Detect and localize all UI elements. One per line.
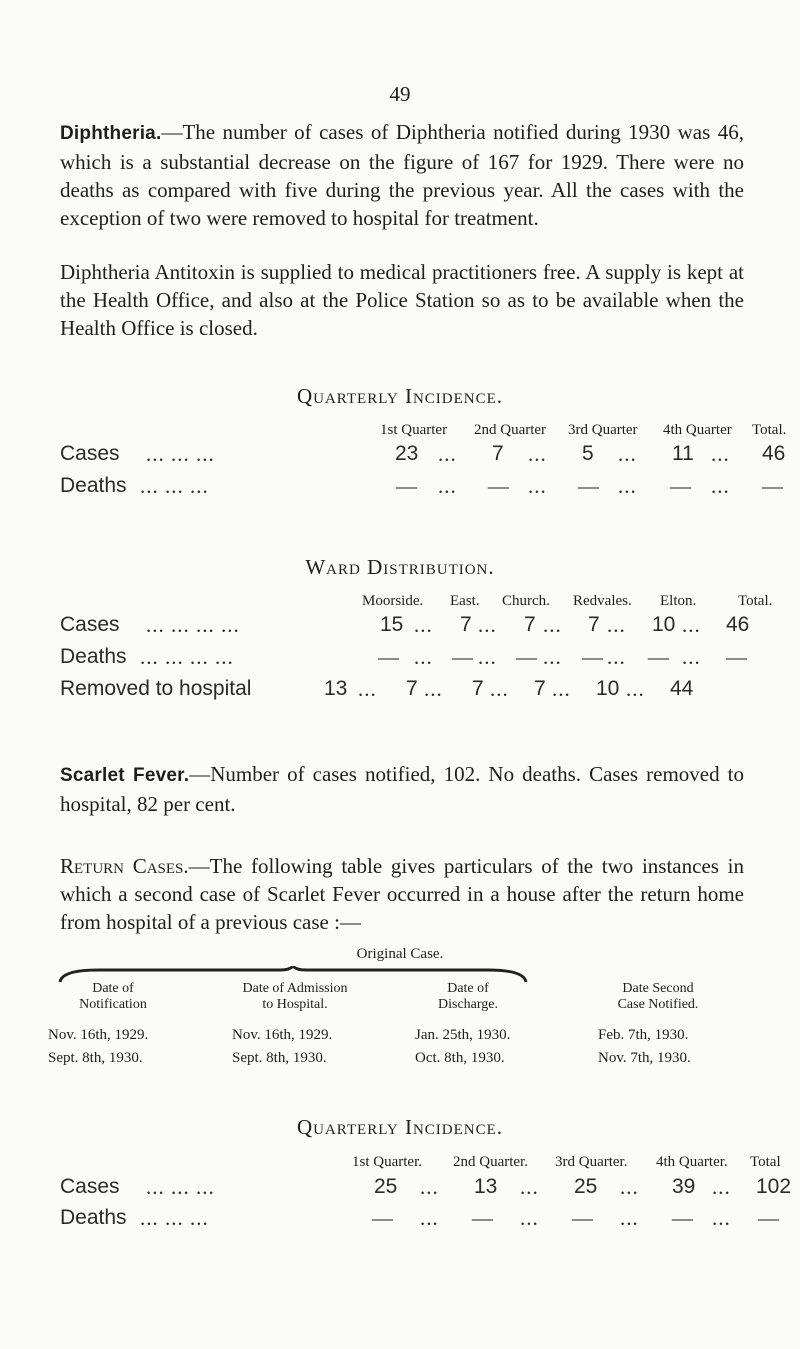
q2-row-label-deaths: Deaths: [60, 1206, 127, 1229]
q2-deaths-q1: —: [372, 1206, 393, 1230]
ward-deaths-redvales: —: [582, 645, 603, 669]
ward-row-label-cases: Cases: [60, 613, 120, 636]
leader-dots: ...: [712, 1206, 731, 1230]
leader-dots: ... ... ...: [146, 1175, 215, 1199]
q1-row-label-deaths: Deaths: [60, 474, 127, 497]
ward-header-east: East.: [450, 593, 480, 609]
q2-row-label-cases: Cases: [60, 1175, 120, 1198]
leader-dots: ...: [438, 442, 457, 466]
leader-dots: ...: [618, 474, 637, 498]
ward-header-church: Church.: [502, 593, 550, 609]
leader-dots: ...: [711, 474, 730, 498]
leader-dots: ...: [711, 442, 730, 466]
leader-dots: ... ... ... ...: [146, 613, 240, 637]
q1-header-4: 4th Quarter: [663, 422, 732, 438]
scarlet-fever-lead: Scarlet Fever.: [60, 765, 190, 786]
ward-removed-east: 7: [406, 677, 418, 700]
row2-discharge: Oct. 8th, 1930.: [415, 1050, 505, 1066]
header-notification-line2: Notification: [79, 997, 147, 1012]
leader-dots: ...: [712, 1175, 731, 1199]
leader-dots: ...: [618, 442, 637, 466]
leader-dots: ...: [424, 677, 443, 701]
ward-header-moorside: Moorside.: [362, 593, 424, 609]
leader-dots: ...: [420, 1206, 439, 1230]
q2-header-3: 3rd Quarter.: [555, 1154, 628, 1170]
leader-dots: ...: [620, 1206, 639, 1230]
ward-cases-east: 7: [460, 613, 472, 636]
header-admission-line2: to Hospital.: [262, 997, 328, 1012]
leader-dots: ...: [520, 1175, 539, 1199]
ward-distribution-heading: Ward Distribution.: [305, 555, 495, 579]
row2-second-case: Nov. 7th, 1930.: [598, 1050, 691, 1066]
leader-dots: ...: [528, 442, 547, 466]
q2-header-1: 1st Quarter.: [352, 1154, 422, 1170]
diphtheria-text: —The number of cases of Diphtheria notified during 1930 was 46, which is a substantial decrease on the figure of 167 for 1929. There were no deaths as compared with five during the previous year. All the cases with the exception of two were removed to hospital for treatment.: [60, 120, 744, 230]
q1-header-total: Total.: [752, 422, 787, 438]
q1-deaths-q2: —: [488, 474, 509, 498]
q1-header-2: 2nd Quarter: [474, 422, 547, 438]
q1-header-1: 1st Quarter: [380, 422, 448, 438]
leader-dots: ...: [552, 677, 571, 701]
leader-dots: ...: [607, 645, 626, 669]
q2-cases-q2: 13: [474, 1175, 498, 1198]
ward-removed-total: 44: [670, 677, 694, 700]
leader-dots: ...: [358, 677, 377, 701]
leader-dots: ...: [543, 613, 562, 637]
q2-cases-q1: 25: [374, 1175, 398, 1198]
ward-header-elton: Elton.: [660, 593, 697, 609]
ward-deaths-total: —: [726, 645, 747, 669]
header-discharge-line2: Discharge.: [438, 997, 498, 1012]
return-cases-lead: Return Cases.: [60, 854, 189, 878]
leader-dots: ... ... ...: [140, 474, 209, 498]
leader-dots: ... ... ...: [146, 442, 215, 466]
leader-dots: ...: [478, 613, 497, 637]
q2-header-4: 4th Quarter.: [656, 1154, 728, 1170]
q2-header-2: 2nd Quarter.: [453, 1154, 528, 1170]
row2-notification: Sept. 8th, 1930.: [48, 1050, 143, 1066]
ward-removed-moorside: 13: [324, 677, 348, 700]
q2-deaths-total: —: [758, 1206, 779, 1230]
leader-dots: ...: [626, 677, 645, 701]
header-second-case-line1: Date Second: [622, 981, 694, 996]
leader-dots: ...: [420, 1175, 439, 1199]
q1-header-3: 3rd Quarter: [568, 422, 638, 438]
return-cases-text: —The following table gives particulars of the two instances in which a second case of Scarlet Fever occurred in a house after the return home from hospital of a previous case :—: [60, 854, 744, 934]
q1-cases-q2: 7: [492, 442, 504, 465]
diphtheria-lead: Diphtheria.: [60, 123, 162, 144]
q2-header-total: Total: [750, 1154, 781, 1170]
page-number: 49: [389, 82, 411, 106]
row1-discharge: Jan. 25th, 1930.: [415, 1027, 511, 1043]
row1-admission: Nov. 16th, 1929.: [232, 1027, 333, 1043]
quarterly-incidence-heading-1: Quarterly Incidence.: [296, 384, 504, 408]
q2-cases-q3: 25: [574, 1175, 598, 1198]
antitoxin-paragraph: Diphtheria Antitoxin is supplied to medical practitioners free. A supply is kept at the Health Office, and also at the Police Station so as to be available when the Health Office is closed.: [60, 260, 744, 340]
ward-deaths-east: —: [452, 645, 473, 669]
row2-admission: Sept. 8th, 1930.: [232, 1050, 327, 1066]
ward-removed-elton: 10: [596, 677, 620, 700]
row1-second-case: Feb. 7th, 1930.: [598, 1027, 689, 1043]
leader-dots: ...: [520, 1206, 539, 1230]
q1-row-label-cases: Cases: [60, 442, 120, 465]
q2-deaths-q3: —: [572, 1206, 593, 1230]
header-admission-line1: Date of Admission: [242, 981, 348, 996]
scarlet-fever-paragraph: [60, 760, 744, 818]
ward-header-total: Total.: [738, 593, 773, 609]
ward-cases-church: 7: [524, 613, 536, 636]
q2-deaths-q2: —: [472, 1206, 493, 1230]
ward-removed-redvales: 7: [534, 677, 546, 700]
row1-notification: Nov. 16th, 1929.: [48, 1027, 149, 1043]
q1-cases-q4: 11: [672, 442, 694, 465]
ward-removed-church: 7: [472, 677, 484, 700]
leader-dots: ... ... ...: [140, 1206, 209, 1230]
q1-cases-total: 46: [762, 442, 786, 465]
leader-dots: ...: [620, 1175, 639, 1199]
original-case-label: Original Case.: [356, 946, 444, 962]
header-second-case-line2: Case Notified.: [617, 997, 699, 1012]
leader-dots: ...: [682, 645, 701, 669]
ward-cases-redvales: 7: [588, 613, 600, 636]
ward-cases-total: 46: [726, 613, 750, 636]
q2-deaths-q4: —: [672, 1206, 693, 1230]
ward-cases-moorside: 15: [380, 613, 404, 636]
q1-deaths-q1: —: [396, 474, 417, 498]
ward-deaths-moorside: —: [378, 645, 399, 669]
leader-dots: ...: [438, 474, 457, 498]
scarlet-fever-text: —Number of cases notified, 102. No deaths. Cases removed to hospital, 82 per cent.: [60, 762, 745, 816]
ward-row-label-deaths: Deaths: [60, 645, 127, 668]
leader-dots: ...: [682, 613, 701, 637]
ward-row-label-removed: Removed to hospital: [60, 677, 252, 700]
leader-dots: ... ... ... ...: [140, 645, 234, 669]
leader-dots: ...: [607, 613, 626, 637]
q1-cases-q3: 5: [582, 442, 594, 465]
diphtheria-paragraph: [60, 118, 744, 232]
quarterly-incidence-heading-2: Quarterly Incidence.: [296, 1115, 504, 1139]
leader-dots: ...: [528, 474, 547, 498]
q1-cases-q1: 23: [395, 442, 419, 465]
leader-dots: ...: [478, 645, 497, 669]
ward-deaths-elton: —: [648, 645, 669, 669]
q2-cases-total: 102: [756, 1175, 792, 1198]
q2-cases-q4: 39: [672, 1175, 696, 1198]
ward-deaths-church: —: [516, 645, 537, 669]
q1-deaths-q4: —: [670, 474, 691, 498]
q1-deaths-q3: —: [578, 474, 599, 498]
leader-dots: ...: [414, 645, 433, 669]
header-notification-line1: Date of: [92, 981, 134, 996]
ward-cases-elton: 10: [652, 613, 676, 636]
leader-dots: ...: [414, 613, 433, 637]
header-discharge-line1: Date of: [447, 981, 489, 996]
leader-dots: ...: [490, 677, 509, 701]
q1-deaths-total: —: [762, 474, 783, 498]
leader-dots: ...: [543, 645, 562, 669]
return-cases-paragraph: [60, 852, 744, 936]
ward-header-redvales: Redvales.: [573, 593, 632, 609]
